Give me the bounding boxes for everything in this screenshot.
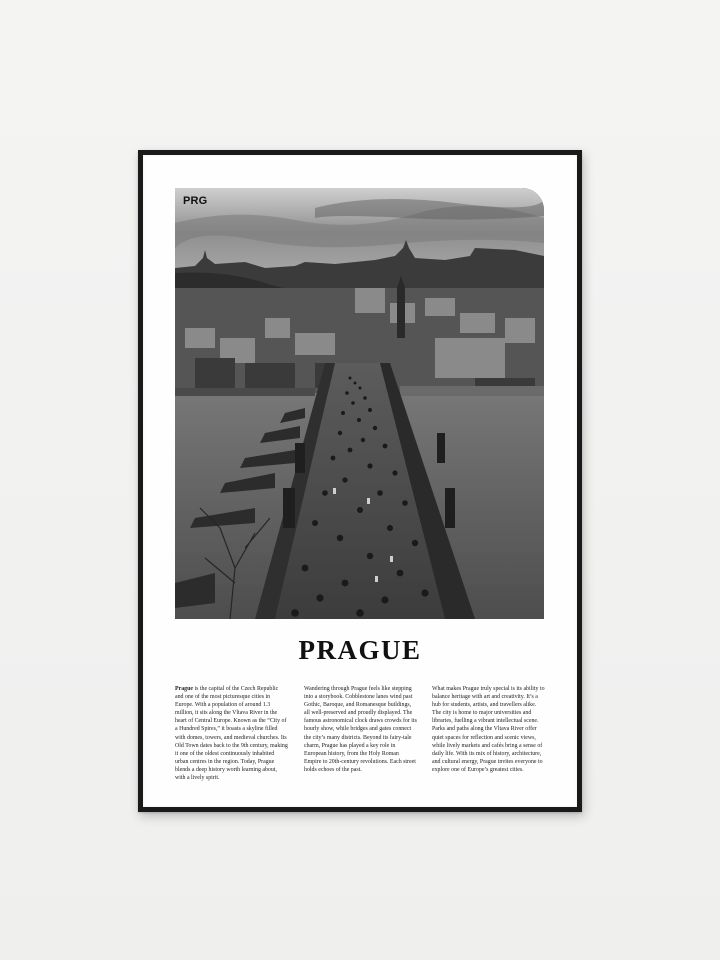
column-3-text: What makes Prague truly special is its ability to balance heritage with art and creativity. It’s a hub for students, artists, and travellers alike. The city is home to major universities and libraries, fuelling a vibrant intellectual scene. Parks and paths along the Vltava River offer quiet spaces for reflection and scenic views, while lively markets and cafés bring a sense of daily life. With its mix of history, architecture, and cultural energy, Prague invites everyone to explore one of Europe’s greatest cities. xyxy=(432,686,545,773)
description-column-3 xyxy=(432,685,545,774)
right-embankment xyxy=(400,386,544,396)
city-photo xyxy=(175,188,544,619)
description-column-1 xyxy=(175,685,288,782)
bridge-tower xyxy=(397,276,405,338)
column-1-text: is the capital of the Czech Republic and one of the most picturesque cities in Europe. With a population of around 1.3 million, it sits along the Vltava River in the heart of Central Europe. Known as the “City of a Hundred Spires,” it boasts a skyline filled with domes, towers, and medieval churches. Its Old Town dates back to the 9th century, making it one of the oldest continuously inhabited urban centres in the region. Today, Prague blends a deep history worth learning about, with a lively spirit. xyxy=(175,686,288,782)
description-column-2 xyxy=(304,685,417,774)
poster-mat xyxy=(143,155,577,807)
city-code: PRG xyxy=(183,195,208,207)
photo-illustration xyxy=(175,188,544,619)
city-name-lead: Prague xyxy=(175,686,193,692)
column-2-text: Wandering through Prague feels like stepping into a storybook. Cobblestone lanes wind past Gothic, Baroque, and Romanesque buildings, all well-preserved and proudly displayed. The famous astronomical clock draws crowds for its hourly show, while bridges and gates connect the city’s many districts. Beyond its fairy-tale charm, Prague has played a key role in European history, from the Holy Roman Empire to 20th-century revolutions. Each street holds echoes of the past. xyxy=(304,686,417,773)
left-embankment xyxy=(175,388,315,396)
poster-frame xyxy=(138,150,582,812)
city-title: PRAGUE xyxy=(298,635,422,665)
